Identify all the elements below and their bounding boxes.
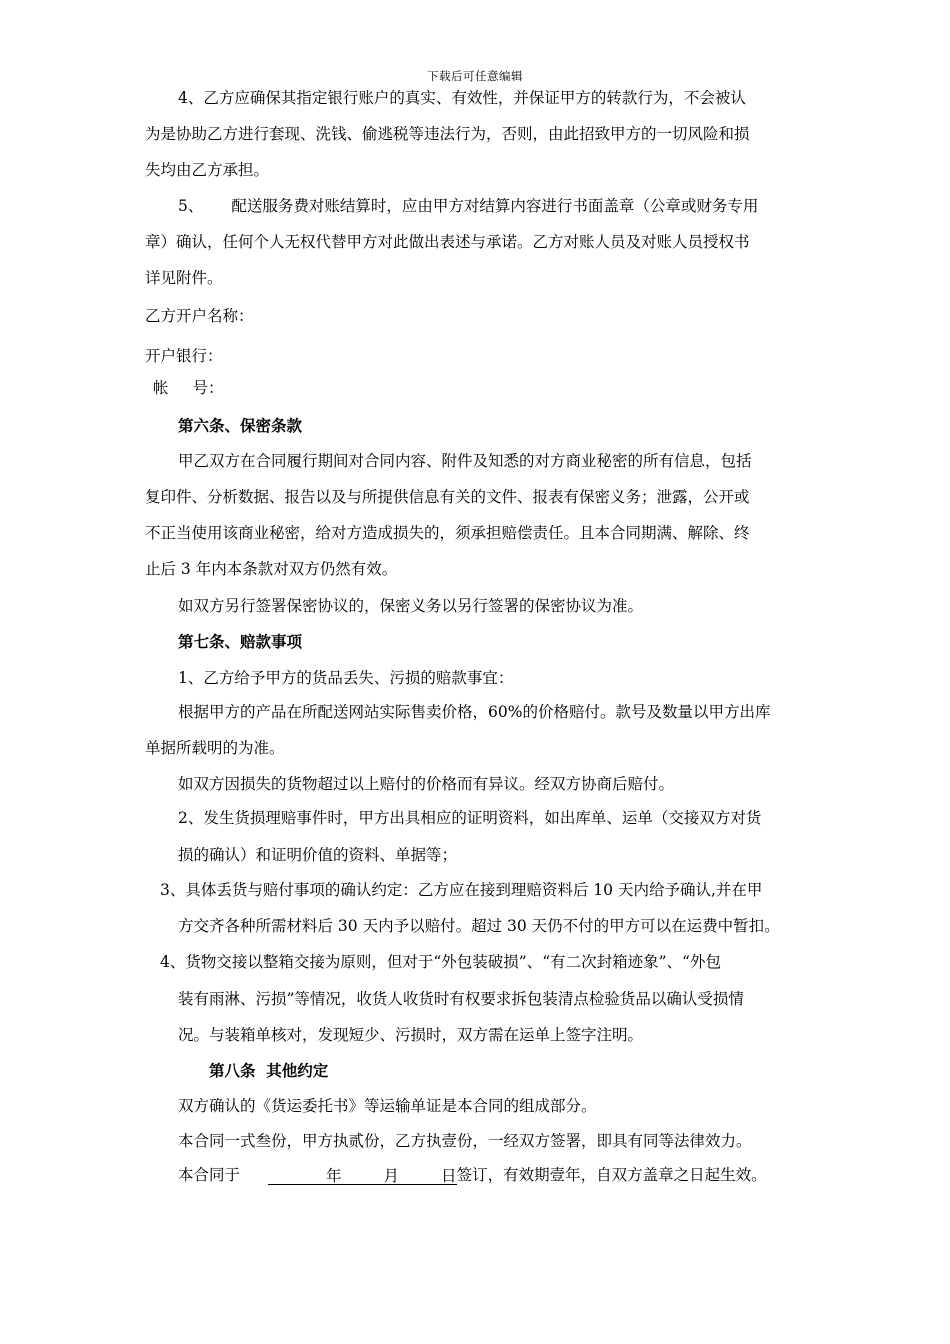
clause5-line3: 详见附件。 bbox=[145, 269, 223, 287]
date-suffix: 签订，有效期壹年，自双方盖章之日起生效。 bbox=[456, 1166, 767, 1184]
account-name-label: 乙方开户名称： bbox=[145, 307, 254, 325]
clause4-line1: 4、乙方应确保其指定银行账户的真实、有效性，并保证甲方的转款行为，不会被认 bbox=[178, 89, 746, 107]
article7-item2-line1: 2、发生货损理赔事件时，甲方出具相应的证明资料，如出库单、运单（交接双方对货 bbox=[178, 809, 762, 827]
article6-p1-line2: 复印件、分析数据、报告以及与所提供信息有关的文件、报表有保密义务；泄露，公开或 bbox=[145, 488, 750, 506]
account-label-part2: 号： bbox=[192, 379, 224, 397]
clause5-line1 bbox=[178, 196, 758, 216]
article7-item1-para1-line1: 根据甲方的产品在所配送网站实际售卖价格，60%的价格赔付。款号及数量以甲方出库 bbox=[178, 703, 771, 721]
article8-p1: 双方确认的《货运委托书》等运输单证是本合同的组成部分。 bbox=[178, 1097, 597, 1115]
article8-p3 bbox=[178, 1165, 767, 1185]
article6-p1-line4: 止后 3 年内本条款对双方仍然有效。 bbox=[145, 560, 398, 578]
date-blank[interactable] bbox=[268, 1166, 457, 1185]
article8-p2: 本合同一式叁份，甲方执贰份，乙方执壹份，一经双方签署，即具有同等法律效力。 bbox=[178, 1132, 752, 1150]
article7-item4-line2: 装有雨淋、污损”等情况，收货人收货时有权要求拆包装清点检验货品以确认受损情 bbox=[178, 990, 744, 1008]
clause5-text: 配送服务费对账结算时，应由甲方对结算内容进行书面盖章（公章或财务专用 bbox=[231, 197, 759, 215]
article6-p1-line3: 不正当使用该商业秘密，给对方造成损失的，须承担赔偿责任。且本合同期满、解除、终 bbox=[145, 524, 750, 542]
article7-item3-line2: 方交齐各种所需材料后 30 天内予以赔付。超过 30 天仍不付的甲方可以在运费中暂扣。 bbox=[178, 917, 780, 935]
page-header: 下载后可任意编辑 bbox=[427, 69, 523, 83]
article7-item4-line1: 4、货物交接以整箱交接为原则，但对于“外包装破损”、“有二次封箱迹象”、“外包 bbox=[160, 953, 721, 971]
article8-title: 第八条 其他约定 bbox=[209, 1061, 329, 1080]
article7-title: 第七条、赔款事项 bbox=[178, 632, 303, 651]
article7-item1-para1-line2: 单据所载明的为准。 bbox=[145, 739, 285, 757]
clause5-line2: 章）确认，任何个人无权代替甲方对此做出表述与承诺。乙方对账人员及对账人员授权书 bbox=[145, 233, 750, 251]
article7-item2-line2: 损的确认）和证明价值的资料、单据等； bbox=[178, 846, 458, 864]
article7-item1-para2: 如双方因损失的货物超过以上赔付的价格而有异议。经双方协商后赔付。 bbox=[178, 775, 675, 793]
clause4-line2: 为是协助乙方进行套现、洗钱、偷逃税等违法行为，否则，由此招致甲方的一切风险和损 bbox=[145, 125, 750, 143]
article6-p2: 如双方另行签署保密协议的，保密义务以另行签署的保密协议为准。 bbox=[178, 597, 644, 615]
account-label-part1: 帐 bbox=[153, 379, 169, 397]
clause4-line3: 失均由乙方承担。 bbox=[145, 161, 270, 179]
date-day: 日 bbox=[441, 1167, 457, 1185]
date-month: 月 bbox=[383, 1167, 400, 1185]
account-number-label bbox=[153, 378, 224, 398]
bank-label: 开户银行： bbox=[145, 347, 223, 365]
date-prefix: 本合同于 bbox=[178, 1166, 241, 1184]
article7-item4-line3: 况。与装箱单核对，发现短少、污损时，双方需在运单上签字注明。 bbox=[178, 1026, 644, 1044]
article6-title: 第六条、保密条款 bbox=[178, 416, 303, 435]
article7-item3-line1: 3、具体丢货与赔付事项的确认约定：乙方应在接到理赔资料后 10 天内给予确认,并在甲 bbox=[160, 881, 763, 899]
article6-p1-line1: 甲乙双方在合同履行期间对合同内容、附件及知悉的对方商业秘密的所有信息，包括 bbox=[178, 452, 752, 470]
article7-item1: 1、乙方给予甲方的货品丢失、污损的赔款事宜： bbox=[178, 669, 514, 687]
date-year: 年 bbox=[326, 1167, 342, 1185]
clause5-number: 5、 bbox=[178, 197, 204, 215]
